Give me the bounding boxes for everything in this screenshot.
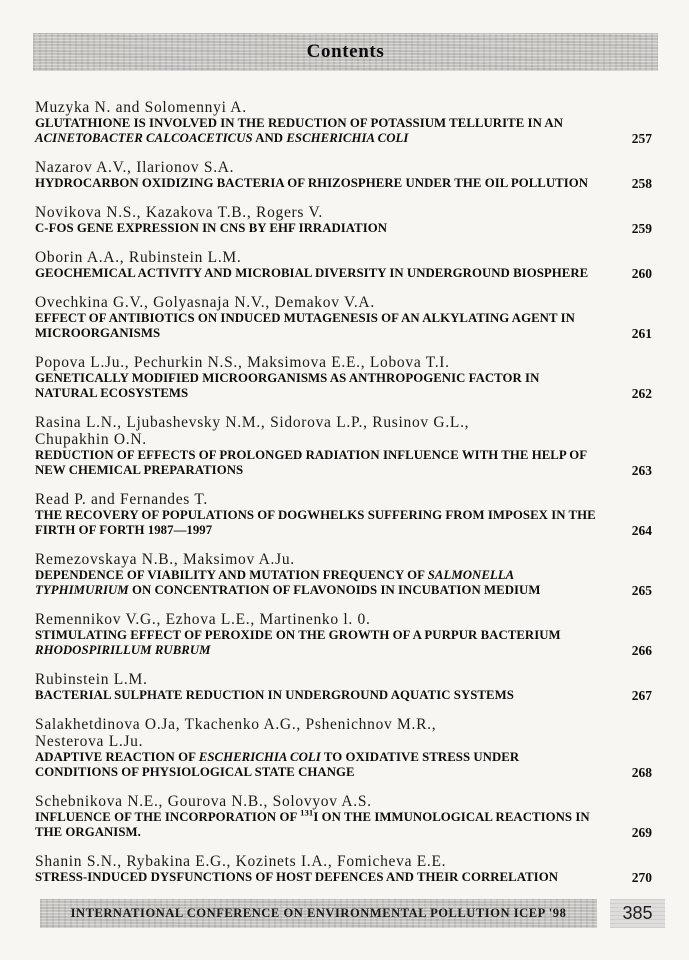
entry-title-segment: BACTERIAL SULPHATE REDUCTION IN UNDERGROUND AQUATIC SYSTEMS [35, 688, 514, 702]
entry-title [35, 688, 514, 703]
entry-title-superscript: 131 [300, 807, 314, 818]
entry-author-line: Remezovskaya N.B., Maksimov A.Ju. [35, 551, 295, 568]
entry-title-segment: THE RECOVERY OF POPULATIONS OF DOGWHELKS SUFFERING FROM IMPOSEX IN THE [35, 508, 596, 522]
entry-author-line: Salakhetdinova O.Ja, Tkachenko A.G., Pshenichnov M.R., [35, 716, 437, 733]
entry-title [35, 176, 588, 191]
entry-title-row [35, 688, 652, 703]
entry-title-row [35, 508, 652, 538]
footer-page-number: 385 [622, 903, 653, 923]
entry-page-number: 268 [631, 765, 652, 780]
entry-title-italic-segment: ACINETOBACTER CALCOACETICUS [35, 131, 253, 145]
entry-title-segment: GENETICALLY MODIFIED MICROORGANISMS AS ANTHROPOGENIC FACTOR IN [35, 371, 540, 385]
entry-title-segment: EFFECT OF ANTIBIOTICS ON INDUCED MUTAGENESIS OF AN ALKYLATING AGENT IN [35, 311, 575, 325]
footer [40, 899, 665, 928]
entry-title [35, 870, 558, 885]
entry-authors [35, 551, 652, 568]
entry-title-italic-segment: ESCHERICHIA COLI [198, 750, 321, 764]
toc-entry [35, 294, 652, 341]
toc-entry [35, 354, 652, 401]
entry-author-line: Nesterova L.Ju. [35, 733, 144, 750]
entry-title-italic-segment: SALMONELLA [427, 568, 515, 582]
entry-title-row [35, 266, 652, 281]
toc-entry [35, 159, 652, 191]
entry-author-line: Rasina L.N., Ljubashevsky N.M., Sidorova L.P., Rusinov G.L., [35, 414, 470, 431]
entry-page-number: 265 [631, 583, 652, 598]
toc-entry [35, 491, 652, 538]
footer-band [40, 899, 597, 928]
entry-title [35, 807, 590, 840]
entry-authors [35, 853, 652, 870]
entry-title [35, 116, 563, 146]
entry-page-number: 270 [631, 870, 652, 885]
entry-author-line: Novikova N.S., Kazakova T.B., Rogers V. [35, 204, 323, 221]
entry-title-segment: MICROORGANISMS [35, 326, 161, 340]
entry-title [35, 568, 540, 598]
entry-authors [35, 99, 652, 116]
entry-title-row [35, 807, 652, 840]
entry-author-line: Chupakhin O.N. [35, 431, 147, 448]
toc-entry [35, 249, 652, 281]
toc-entry [35, 716, 652, 780]
entry-authors [35, 611, 652, 628]
entry-title-segment: INFLUENCE OF THE INCORPORATION OF [35, 810, 301, 824]
entry-title-italic-segment: TYPHIMURIUM [35, 583, 129, 597]
entry-title-segment: C-FOS GENE EXPRESSION IN CNS BY EHF IRRADIATION [35, 221, 388, 235]
entry-authors [35, 793, 652, 810]
toc-entry [35, 853, 652, 885]
entry-title-segment: GLUTATHIONE IS INVOLVED IN THE REDUCTION OF POTASSIUM TELLURITE IN AN [35, 116, 563, 130]
entry-page-number: 260 [631, 266, 652, 281]
entry-authors [35, 204, 652, 221]
entry-authors [35, 671, 652, 688]
entry-title-segment: GEOCHEMICAL ACTIVITY AND MICROBIAL DIVERSITY IN UNDERGROUND BIOSPHERE [35, 266, 589, 280]
entry-title-row [35, 116, 652, 146]
entry-title [35, 448, 587, 478]
entry-author-line: Nazarov A.V., Ilarionov S.A. [35, 159, 235, 176]
entry-title [35, 750, 519, 780]
footer-page-number-box [610, 899, 665, 928]
entry-title [35, 266, 588, 281]
entry-page-number: 266 [631, 643, 652, 658]
toc-entry [35, 793, 652, 840]
entry-title-italic-segment: ESCHERICHIA COLI [286, 131, 409, 145]
entry-title-segment: REDUCTION OF EFFECTS OF PROLONGED RADIATION INFLUENCE WITH THE HELP OF [35, 448, 588, 462]
page-title: Contents [306, 41, 385, 62]
entry-title-row [35, 311, 652, 341]
entry-title-segment: CONDITIONS OF PHYSIOLOGICAL STATE CHANGE [35, 765, 355, 779]
entry-authors [35, 249, 652, 266]
entry-authors [35, 294, 652, 311]
entry-title [35, 628, 561, 658]
entry-page-number: 262 [631, 386, 652, 401]
toc-entry [35, 671, 652, 703]
entry-page-number: 259 [631, 221, 652, 236]
toc-entry [35, 204, 652, 236]
toc-entry [35, 551, 652, 598]
entry-title-italic-segment: RHODOSPIRILLUM RUBRUM [35, 643, 211, 657]
entry-page-number: 263 [631, 463, 652, 478]
entry-title-segment: TO OXIDATIVE STRESS UNDER [320, 750, 520, 764]
toc-entry [35, 99, 652, 146]
entry-title-row [35, 870, 652, 885]
entry-title-row [35, 371, 652, 401]
entry-title-segment: ADAPTIVE REACTION OF [35, 750, 199, 764]
entry-title-row [35, 221, 652, 236]
entry-page-number: 261 [631, 326, 652, 341]
entry-author-line: Schebnikova N.E., Gourova N.B., Solovyov A.S. [35, 793, 372, 810]
entry-title-segment: DEPENDENCE OF VIABILITY AND MUTATION FREQUENCY OF [35, 568, 428, 582]
entry-title-segment: STIMULATING EFFECT OF PEROXIDE ON THE GROWTH OF A PURPUR BACTERIUM [35, 628, 561, 642]
entry-title [35, 221, 387, 236]
toc-entry [35, 611, 652, 658]
entry-title-row [35, 628, 652, 658]
entry-title [35, 371, 539, 401]
toc-list [35, 99, 652, 898]
entry-title-segment: FIRTH OF FORTH 1987—1997 [35, 523, 213, 537]
footer-conference-title: INTERNATIONAL CONFERENCE ON ENVIRONMENTAL POLLUTION ICEP '98 [70, 906, 567, 920]
entry-title-row [35, 750, 652, 780]
entry-title-segment: THE ORGANISM. [35, 825, 141, 839]
entry-authors [35, 491, 652, 508]
entry-author-line: Remennikov V.G., Ezhova L.E., Martinenko l. 0. [35, 611, 371, 628]
entry-title-row [35, 568, 652, 598]
entry-author-line: Shanin S.N., Rybakina E.G., Kozinets I.A., Fomicheva E.E. [35, 853, 447, 870]
entry-author-line: Ovechkina G.V., Golyasnaja N.V., Demakov V.A. [35, 294, 375, 311]
toc-entry [35, 414, 652, 478]
entry-title-segment: I ON THE IMMUNOLOGICAL REACTIONS IN [313, 810, 590, 824]
entry-title-segment: STRESS-INDUCED DYSFUNCTIONS OF HOST DEFENCES AND THEIR CORRELATION [35, 870, 558, 884]
entry-title-segment: HYDROCARBON OXIDIZING BACTERIA OF RHIZOSPHERE UNDER THE OIL POLLUTION [35, 176, 589, 190]
contents-header-band [33, 33, 658, 71]
entry-authors [35, 716, 652, 750]
entry-page-number: 264 [631, 523, 652, 538]
entry-author-line: Popova L.Ju., Pechurkin N.S., Maksimova E.E., Lobova T.I. [35, 354, 450, 371]
entry-title-segment: NATURAL ECOSYSTEMS [35, 386, 189, 400]
entry-title-segment: ON CONCENTRATION OF FLAVONOIDS IN INCUBATION MEDIUM [128, 583, 541, 597]
entry-author-line: Oborin A.A., Rubinstein L.M. [35, 249, 242, 266]
entry-title-segment: AND [252, 131, 287, 145]
entry-author-line: Rubinstein L.M. [35, 671, 148, 688]
entry-authors [35, 354, 652, 371]
entry-page-number: 257 [631, 131, 652, 146]
entry-title [35, 508, 596, 538]
entry-author-line: Muzyka N. and Solomennyi A. [35, 99, 247, 116]
entry-authors [35, 414, 652, 448]
entry-page-number: 267 [631, 688, 652, 703]
entry-title-row [35, 176, 652, 191]
entry-page-number: 269 [631, 825, 652, 840]
entry-title-segment: NEW CHEMICAL PREPARATIONS [35, 463, 244, 477]
entry-title-row [35, 448, 652, 478]
entry-title [35, 311, 575, 341]
entry-author-line: Read P. and Fernandes T. [35, 491, 208, 508]
entry-authors [35, 159, 652, 176]
entry-page-number: 258 [631, 176, 652, 191]
